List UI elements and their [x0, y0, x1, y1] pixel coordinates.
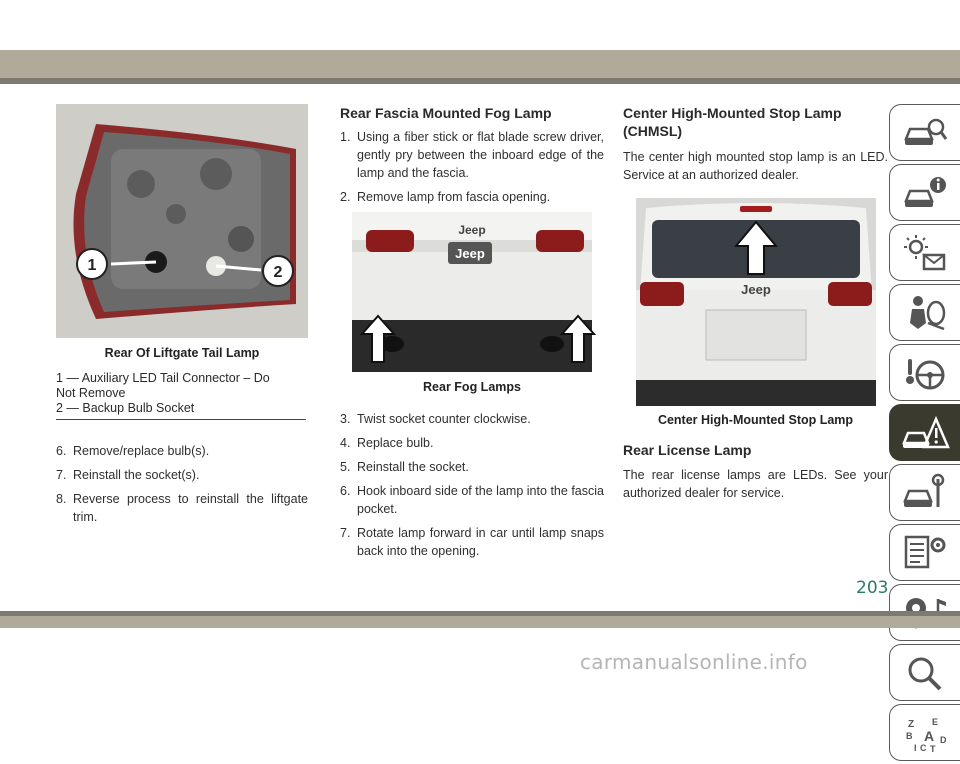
svg-text:C: C — [920, 742, 927, 753]
rear-fog-lamps-photo — [352, 212, 592, 372]
plate-badge-text: Jeep — [455, 246, 485, 261]
svg-text:Z: Z — [908, 718, 915, 730]
tail-lamp-caption: Rear Of Liftgate Tail Lamp — [104, 346, 260, 360]
list-item: 1. Using a fiber stick or flat blade screw driver, gently pry between the inboard edge of the lamp and the fascia. — [340, 130, 604, 180]
license-lamp-heading: Rear License Lamp — [623, 442, 752, 458]
tail-lamp-steps — [56, 442, 308, 526]
tab-airbag-person[interactable] — [889, 284, 960, 341]
car-magnifier-icon — [902, 113, 948, 153]
svg-text:A: A — [924, 727, 935, 744]
callout-2-label: 2 — [273, 264, 283, 281]
chmsl-heading: Center High-Mounted Stop Lamp (CHMSL) — [623, 105, 842, 139]
footer-band — [0, 616, 960, 628]
car-wrench-icon — [902, 473, 948, 513]
chmsl-photo — [636, 198, 876, 406]
sun-envelope-icon — [902, 233, 948, 273]
car-info-icon — [902, 173, 948, 213]
list-gear-icon — [902, 533, 948, 573]
fog-lamp-steps-a — [340, 128, 604, 206]
list-item: 8. Reverse process to reinstall the liftgate trim. — [56, 492, 308, 524]
steering-wheel-icon — [902, 353, 948, 393]
legend-line-1: 1 — Auxiliary LED Tail Connector – Do — [56, 371, 270, 385]
chmsl-paragraph: The center high mounted stop lamp is an LED. Service at an authorized dealer. — [623, 150, 888, 182]
legend-line-3: 2 — Backup Bulb Socket — [56, 401, 195, 415]
rear-fog-lamps-caption: Rear Fog Lamps — [423, 380, 521, 394]
svg-text:T: T — [930, 743, 936, 754]
emblem-text: Jeep — [458, 223, 486, 237]
svg-text:E: E — [932, 716, 939, 727]
list-item: 4. Replace bulb. — [340, 436, 434, 450]
tab-car-info[interactable] — [889, 164, 960, 221]
legend-line-2: Not Remove — [56, 386, 126, 400]
column-middle — [340, 104, 604, 566]
list-item: 2. Remove lamp from fascia opening. — [340, 190, 551, 204]
watermark: carmanualsonline.info — [580, 650, 808, 674]
svg-text:D: D — [940, 734, 947, 745]
header-band — [0, 50, 960, 78]
list-item: 7. Rotate lamp forward in car until lamp snaps back into the opening. — [340, 526, 604, 558]
tab-steering-wheel[interactable] — [889, 344, 960, 401]
legend-divider — [56, 419, 306, 420]
search-icon — [902, 653, 948, 693]
tab-search[interactable] — [889, 644, 960, 701]
list-item: 6. Hook inboard side of the lamp into the fascia pocket. — [340, 484, 604, 516]
emblem-text: Jeep — [741, 282, 771, 297]
airbag-person-icon — [902, 293, 948, 333]
warning-car-icon — [902, 413, 948, 453]
svg-text:I: I — [914, 742, 917, 753]
tab-car-magnifier[interactable] — [889, 104, 960, 161]
fog-lamp-heading: Rear Fascia Mounted Fog Lamp — [340, 105, 552, 121]
svg-text:B: B — [906, 730, 913, 741]
tab-alphabet-index[interactable] — [889, 704, 960, 761]
chapter-tabs — [889, 104, 960, 764]
alphabet-index-icon — [902, 713, 948, 753]
list-item: 5. Reinstall the socket. — [340, 460, 469, 474]
chmsl-caption: Center High-Mounted Stop Lamp — [657, 413, 854, 427]
license-lamp-paragraph: The rear license lamps are LEDs. See your authorized dealer for service. — [623, 468, 888, 500]
tail-lamp-legend — [56, 371, 308, 416]
list-item: 7. Reinstall the socket(s). — [56, 468, 200, 482]
callout-1-label: 1 — [87, 257, 97, 274]
page-number: 203 — [856, 578, 889, 598]
column-left — [56, 104, 308, 532]
tab-list-gear[interactable] — [889, 524, 960, 581]
tab-sun-envelope[interactable] — [889, 224, 960, 281]
fog-lamp-steps-b — [340, 410, 604, 560]
tab-warning-car[interactable] — [889, 404, 960, 461]
tab-car-wrench[interactable] — [889, 464, 960, 521]
list-item: 3. Twist socket counter clockwise. — [340, 412, 531, 426]
column-right — [623, 104, 888, 502]
tail-lamp-photo — [56, 104, 308, 338]
list-item: 6. Remove/replace bulb(s). — [56, 444, 210, 458]
header-rule — [0, 78, 960, 84]
